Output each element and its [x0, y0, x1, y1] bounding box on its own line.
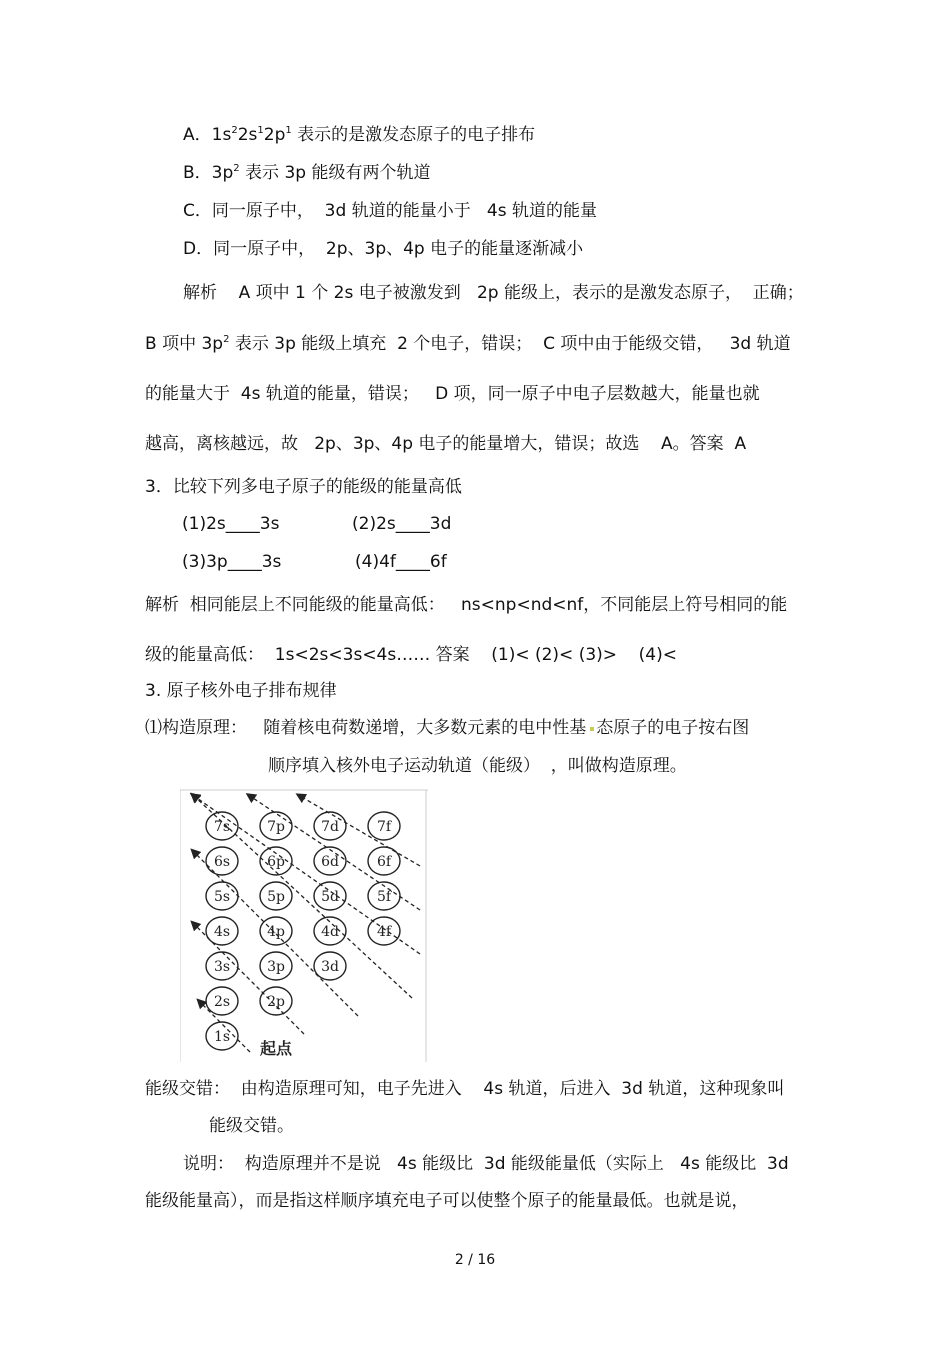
orbital-label: 6d [321, 854, 339, 870]
option-b: B．$3p^2$ 表示 3p 能级有两个轨道 [183, 163, 431, 183]
crossing-line-1: 能级交错： 由构造原理可知，电子先进入 4s 轨道，后进入 3d 轨道，这种现象叫 [145, 1079, 785, 1099]
orbital-label: 7p [267, 819, 285, 835]
page-number: 2 / 16 [454, 1252, 496, 1268]
orbital-label: 2s [213, 994, 231, 1010]
option-d: D．同一原子中， 2p、3p、4p 电子的能量逐渐减小 [183, 239, 584, 259]
orbital-label: 5f [376, 889, 392, 905]
question-3-title: 3．比较下列多电子原子的能级的能量高低 [145, 477, 462, 497]
question-3-item-4: (4)4f____6f [355, 552, 447, 572]
question-3-analysis-1: 解析 相同能层上不同能级的能量高低： ns<np<nd<nf，不同能层上符号相同的能 [145, 595, 788, 615]
orbital-label: 6s [213, 854, 231, 870]
principle-line-2: 顺序填入核外电子运动轨道（能级） ，叫做构造原理。 [268, 756, 687, 776]
orbital-label: 5d [321, 889, 339, 905]
question-3-analysis-2: 级的能量高低： 1s<2s<3s<4s…… 答案 (1)< (2)< (3)> (4)< [145, 645, 677, 665]
orbital-label: 3p [267, 959, 285, 975]
filling-arrow [300, 796, 420, 866]
question-3-item-1: (1)2s____3s [182, 514, 280, 534]
section-heading: 3. 原子核外电子排布规律 [145, 681, 337, 701]
orbital-label: 1s [213, 1029, 231, 1045]
orbital-label: 6f [376, 854, 392, 870]
orbital-label: 6p [267, 854, 285, 870]
analysis-line-1: 解析 A 项中 1 个 2s 电子被激发到 2p 能级上，表示的是激发态原子， 正确； [183, 283, 804, 303]
note-line-1: 说明： 构造原理并不是说 4s 能级比 3d 能级能量低（实际上 4s 能级比 3d [183, 1154, 789, 1174]
crossing-line-2: 能级交错。 [209, 1116, 294, 1136]
orbital-label: 5p [267, 889, 285, 905]
orbital-label: 4d [321, 924, 339, 940]
orbital-label: 4p [267, 924, 285, 940]
option-a: A．$1s^22s^12p^1$ 表示的是激发态原子的电子排布 [183, 125, 536, 145]
orbital-label: 7f [376, 819, 392, 835]
question-3-item-3: (3)3p____3s [182, 552, 282, 572]
question-3-item-2: (2)2s____3d [352, 514, 452, 534]
start-label: 起点 [260, 1039, 293, 1058]
note-line-2: 能级能量高），而是指这样顺序填充电子可以使整个原子的能量最低。也就是说， [145, 1191, 749, 1211]
analysis-line-4: 越高，离核越远，故 2p、3p、4p 电子的能量增大，错误；故选 A。答案 A [145, 434, 747, 454]
aufbau-diagram [180, 788, 430, 1064]
orbital-label: 4f [376, 924, 392, 940]
orbital-label: 5s [213, 889, 231, 905]
orbital-label: 2p [267, 994, 285, 1010]
orbital-label: 3s [213, 959, 231, 975]
orbital-label: 4s [213, 924, 231, 940]
orbital-label: 7s [213, 819, 231, 835]
marker-dot [590, 727, 594, 731]
option-c: C．同一原子中， 3d 轨道的能量小于 4s 轨道的能量 [183, 201, 597, 221]
orbital-label: 7d [321, 819, 339, 835]
analysis-line-3: 的能量大于 4s 轨道的能量，错误； D 项，同一原子中电子层数越大，能量也就 [145, 384, 760, 404]
analysis-line-2: B 项中 $3p^2$ 表示 3p 能级上填充 2 个电子，错误； C 项中由于能级交错， 3d 轨道 [145, 334, 791, 354]
principle-line-1: ⑴构造原理： 随着核电荷数递增，大多数元素的电中性基 态原子的电子按右图 [145, 718, 750, 738]
orbital-label: 3d [321, 959, 339, 975]
